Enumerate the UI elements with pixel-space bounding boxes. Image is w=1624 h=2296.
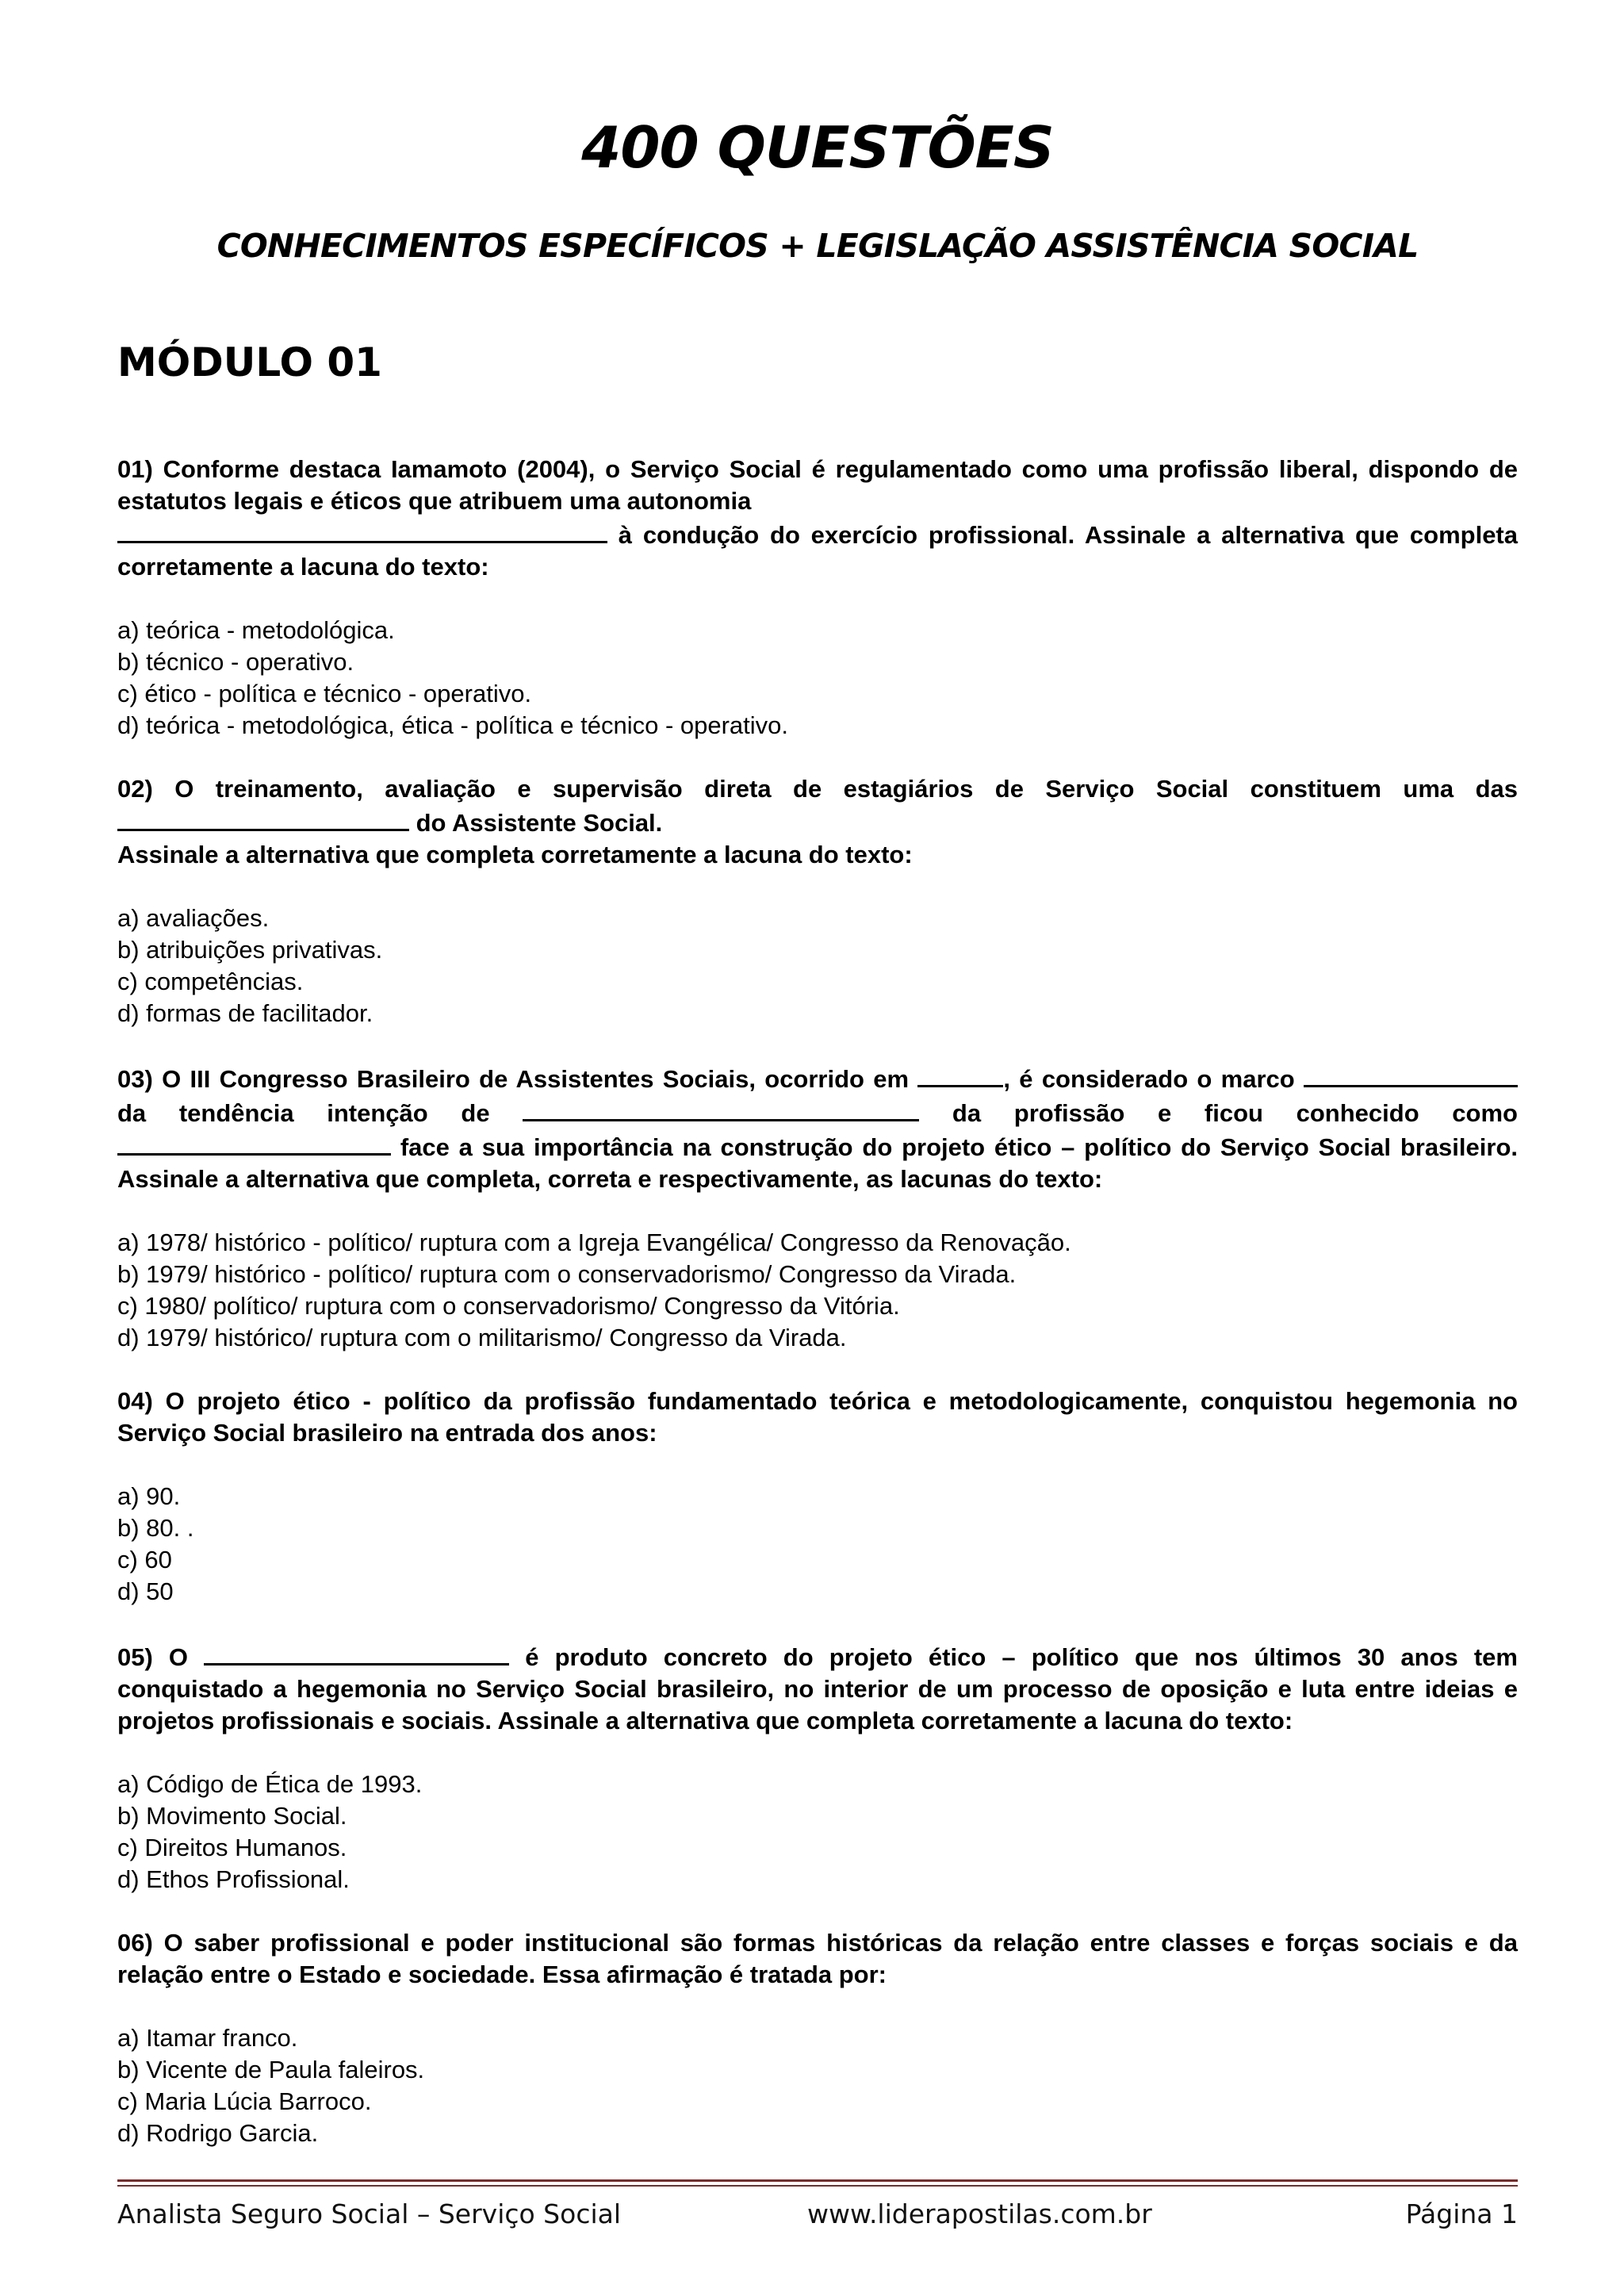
option-d: d) Ethos Profissional. [117,1865,350,1893]
option-c: c) Maria Lúcia Barroco. [117,2087,372,2115]
option-c: c) 1980/ político/ ruptura com o conservadorismo/ Congresso da Vitória. [117,1292,900,1320]
stem-text: face a sua importância na construção do projeto ético – político do Serviço Social brasileiro. Assinale a alternativa que completa, correta e respectivamente, as lacunas do texto: [117,1133,1518,1193]
option-list [117,615,1518,742]
question-stem [117,1386,1518,1449]
option-d: d) formas de facilitador. [117,999,373,1027]
question-02 [117,773,1518,1029]
question-06 [117,1927,1518,2149]
option-d: d) Rodrigo Garcia. [117,2119,319,2147]
question-stem [117,1639,1518,1737]
option-list [117,1481,1518,1608]
stem-text: 06) O saber profissional e poder institucional são formas históricas da relação entre classes e forças sociais e da relação entre o Estado e sociedade. Essa afirmação é tratada por: [117,1929,1518,1988]
answer-blank [917,1061,1003,1087]
question-05 [117,1639,1518,1895]
stem-text: da tendência intenção de [117,1099,523,1127]
footer-divider [117,2185,1518,2187]
option-list [117,2022,1518,2149]
option-b: b) 80. . [117,1514,194,1542]
option-list [117,1769,1518,1895]
answer-blank [523,1095,919,1121]
option-a: a) Itamar franco. [117,2024,298,2052]
option-c: c) competências. [117,968,304,995]
option-b: b) Movimento Social. [117,1802,347,1830]
option-b: b) atribuições privativas. [117,936,383,964]
answer-blank [117,1129,391,1156]
stem-text: é produto concreto do projeto ético – político que nos últimos 30 anos tem conquistado a hegemonia no Serviço Social brasileiro, no interior de um processo de oposição e luta entre ideias e projetos profissionais e sociais. Assinale a alternativa que completa corretamente a lacuna do texto: [117,1643,1518,1734]
document-subtitle: CONHECIMENTOS ESPECÍFICOS + LEGISLAÇÃO ASSISTÊNCIA SOCIAL [216,227,1419,265]
stem-text: 03) O III Congresso Brasileiro de Assistentes Sociais, ocorrido em [117,1065,918,1093]
option-a: a) 1978/ histórico - político/ ruptura com a Igreja Evangélica/ Congresso da Renovação. [117,1228,1071,1256]
option-b: b) 1979/ histórico - político/ ruptura com o conservadorismo/ Congresso da Virada. [117,1260,1017,1288]
stem-text: , é considerado o marco [1003,1065,1304,1093]
option-c: c) 60 [117,1546,172,1573]
question-04 [117,1386,1518,1608]
question-list [117,454,1518,2181]
module-heading: MÓDULO 01 [117,339,382,385]
option-c: c) Direitos Humanos. [117,1834,347,1861]
option-list [117,903,1518,1029]
question-stem [117,773,1518,871]
question-stem [117,1061,1518,1195]
footer-website: www.liderapostilas.com.br [807,2198,1152,2229]
question-stem [117,454,1518,583]
option-c: c) ético - política e técnico - operativo. [117,680,532,707]
option-a: a) avaliações. [117,904,270,932]
stem-text: 04) O projeto ético - político da profissão fundamentado teórica e metodologicamente, conquistou hegemonia no Serviço Social brasileiro na entrada dos anos: [117,1387,1518,1447]
option-d: d) 1979/ histórico/ ruptura com o militarismo/ Congresso da Virada. [117,1324,847,1351]
document-title: 400 QUESTÕES [581,114,1054,181]
option-a: a) Código de Ética de 1993. [117,1770,423,1798]
stem-text: à condução do exercício profissional. Assinale a alternativa que completa corretamente a lacuna do texto: [117,521,1518,581]
page-footer [117,2197,1518,2232]
question-03 [117,1061,1518,1354]
question-stem [117,1927,1518,1991]
option-list [117,1227,1518,1354]
stem-text: 01) Conforme destaca Iamamoto (2004), o Serviço Social é regulamentado como uma profissão liberal, dispondo de estatutos legais e éticos que atribuem uma autonomia [117,455,1518,515]
question-01 [117,454,1518,742]
option-b: b) técnico - operativo. [117,648,354,676]
option-a: a) teórica - metodológica. [117,616,395,644]
stem-text: da profissão e ficou conhecido como [919,1099,1518,1127]
answer-blank [117,805,409,831]
stem-text: 02) O treinamento, avaliação e supervisão direta de estagiários de Serviço Social constituem uma das [117,775,1518,803]
option-b: b) Vicente de Paula faleiros. [117,2056,425,2083]
stem-text: 05) O [117,1643,205,1671]
option-d: d) 50 [117,1577,174,1605]
option-d: d) teórica - metodológica, ética - política e técnico - operativo. [117,711,789,739]
footer-divider [117,2179,1518,2182]
footer-course-title: Analista Seguro Social – Serviço Social [117,2198,622,2229]
stem-instruction: Assinale a alternativa que completa corretamente a lacuna do texto: [117,841,913,868]
stem-text: do Assistente Social. [409,809,663,837]
answer-blank [117,517,607,543]
answer-blank [204,1639,509,1665]
answer-blank [1304,1061,1518,1087]
footer-page-number: Página 1 [1405,2198,1518,2229]
option-a: a) 90. [117,1482,181,1510]
